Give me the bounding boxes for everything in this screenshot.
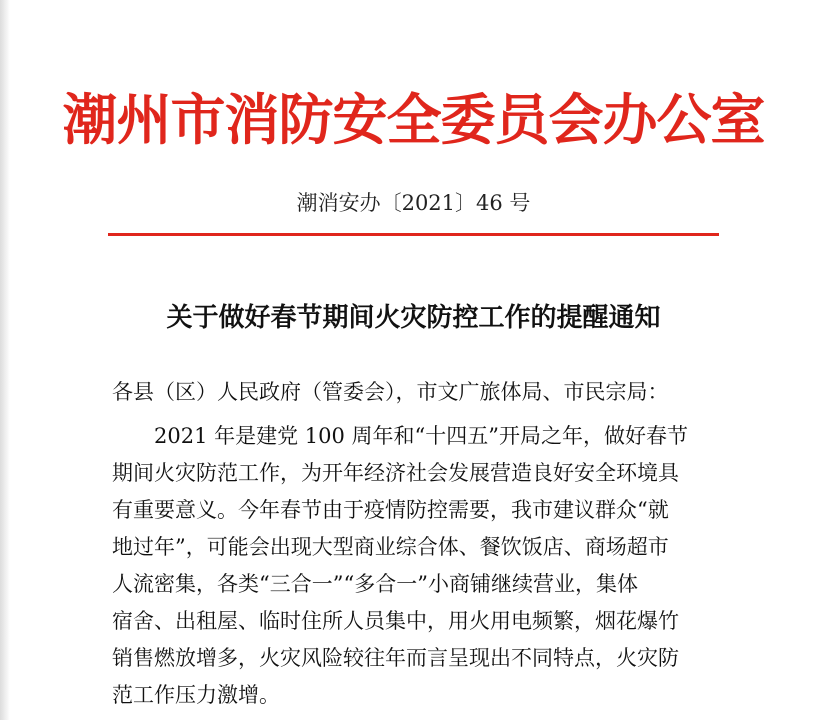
red-divider-line <box>108 233 719 236</box>
salutation: 各县（区）人民政府（管委会），市文广旅体局、市民宗局： <box>112 380 669 404</box>
body-line: 2021 年是建党 100 周年和“十四五”开局之年，做好春节 <box>154 424 689 448</box>
body-line: 期间火灾防范工作，为开年经济社会发展营造良好安全环境具 <box>112 461 679 485</box>
document-number: 潮消安办〔2021〕46 号 <box>296 191 531 215</box>
body-line: 人流密集，各类“三合一”“多合一”小商铺继续营业，集体 <box>112 572 638 596</box>
issuing-organization-title: 潮州市消防安全委员会办公室 <box>62 87 765 152</box>
body-line: 宿舍、出租屋、临时住所人员集中，用火用电频繁，烟花爆竹 <box>112 609 679 633</box>
body-line: 地过年”，可能会出现大型商业综合体、餐饮饭店、商场超市 <box>112 535 669 559</box>
body-line: 有重要意义。今年春节由于疫情防控需要，我市建议群众“就 <box>112 498 669 522</box>
body-line: 范工作压力激增。 <box>112 683 280 707</box>
notice-title: 关于做好春节期间火灾防控工作的提醒通知 <box>166 303 661 333</box>
body-line: 销售燃放增多，火灾风险较往年而言呈现出不同特点，火灾防 <box>112 646 679 670</box>
body-text <box>112 418 752 714</box>
